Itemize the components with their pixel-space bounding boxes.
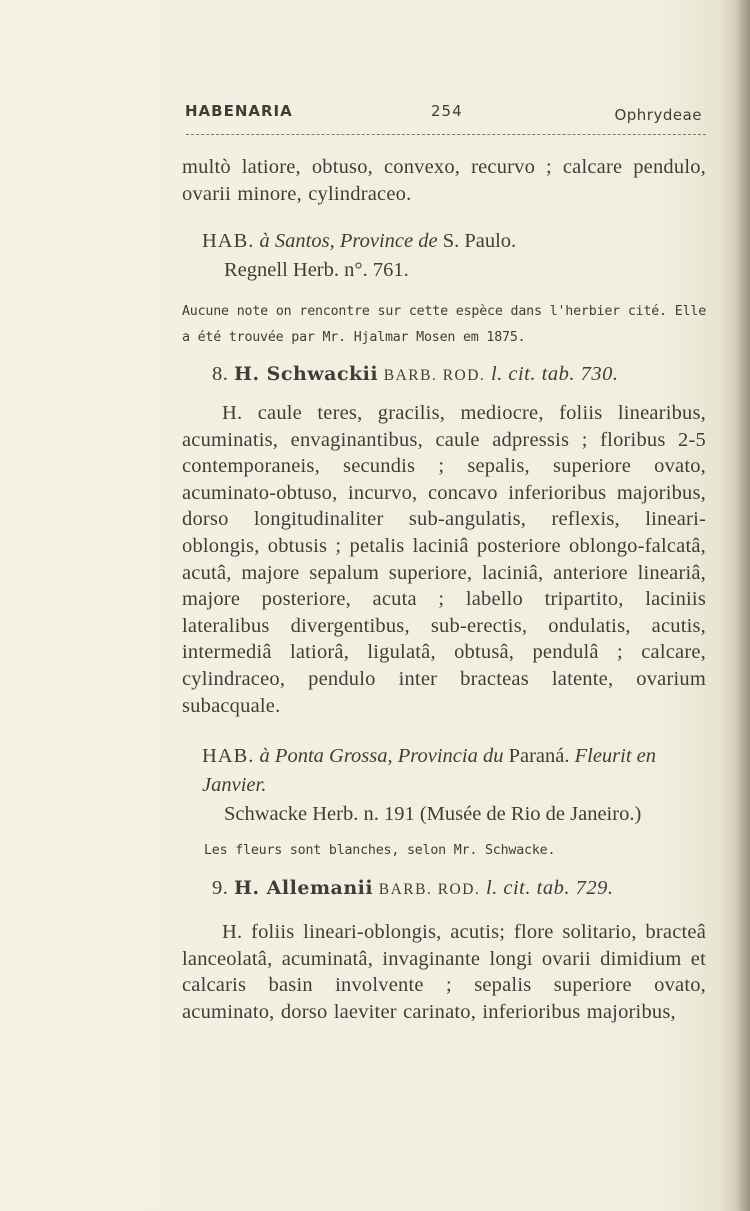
species-citation: l. cit. tab. 730. xyxy=(490,363,619,385)
header-rule xyxy=(186,134,706,135)
species-name: H. Schwackii xyxy=(234,363,379,385)
note-paragraph: Aucune note on rencontre sur cette espèce dans l'herbier cité. Elle a été trouvée par Mr. Hjalmar Mosen em 1875. xyxy=(182,304,706,345)
species-heading-9 xyxy=(182,873,706,905)
habitat-santos xyxy=(182,227,706,285)
habitat-ponta-grossa xyxy=(182,742,706,829)
page-number: 254 xyxy=(431,102,463,120)
note-paragraph: Les fleurs sont blanches, selon Mr. Schwacke. xyxy=(204,843,556,858)
species-number: 9. xyxy=(212,877,229,899)
habitat-region: S. Paulo. xyxy=(442,230,517,252)
description-paragraph: H. caule teres, gracilis, mediocre, foliis linearibus, acuminatis, envaginantibus, caule adpressis ; floribus 2-5 contemporaneis, secundis ; sepalis, superiore ovato, acuminato-obtuso, incurvo, concavo inferioribus majoribus, dorso longitudinaliter sub-angulatis, reflexis, lineari-oblongis, obtusis ; petalis laciniâ posteriore oblongo-falcatâ, acutâ, majore sepalum superiore, laciniâ, anteriore lineariâ, majore posteriore, acuta ; labello tripartito, laciniis lateralibus divergentibus, sub-erectis, ondulatis, acutis, intermediâ latiorâ, ligulatâ, obtusâ, pendulâ ; calcare, cylindraceo, pendulo inter bracteas latente, ovarium subacquale. xyxy=(182,402,706,717)
habitat-province: Province de xyxy=(339,230,438,252)
species-name: H. Allemanii xyxy=(234,877,374,899)
habitat-line xyxy=(202,742,706,800)
habitat-label: HAB. xyxy=(202,745,255,767)
page-edge-shadow xyxy=(736,0,750,1211)
section-title: Ophrydeae xyxy=(614,106,702,124)
species-authority: BARB. ROD. xyxy=(383,367,486,384)
habitat-line xyxy=(202,227,706,256)
page-header xyxy=(185,102,710,126)
flowering-note: Fleurit en Janvier. xyxy=(202,745,657,796)
species-number: 8. xyxy=(212,363,229,385)
running-title: HABENARIA xyxy=(185,102,293,120)
species-heading-8 xyxy=(182,359,706,391)
habitat-label: HAB. xyxy=(202,230,255,252)
herbarium-reference: Schwacke Herb. n. 191 (Musée de Rio de Janeiro.) xyxy=(224,803,642,825)
habitat-province: Provincia du xyxy=(397,745,504,767)
continuation-paragraph: multò latiore, obtuso, convexo, recurvo ; calcare pendulo, ovarii minore, cylindraceo. xyxy=(182,156,706,205)
species-authority: BARB. ROD. xyxy=(378,881,481,898)
description-paragraph: H. foliis lineari-oblongis, acutis; flore solitario, bracteâ lanceolatâ, acuminatâ, invaginante longi ovarii dimidium et calcaris basin involvente ; sepalis superiore ovato, acuminato, dorso laeviter carinato, inferioribus majoribus, xyxy=(182,921,706,1023)
habitat-prefix: à Ponta Grossa, xyxy=(259,745,393,767)
habitat-region: Paraná. xyxy=(508,745,570,767)
herbarium-reference: Regnell Herb. n°. 761. xyxy=(224,259,409,281)
species-citation: l. cit. tab. 729. xyxy=(485,877,614,899)
habitat-prefix: à Santos, xyxy=(259,230,335,252)
